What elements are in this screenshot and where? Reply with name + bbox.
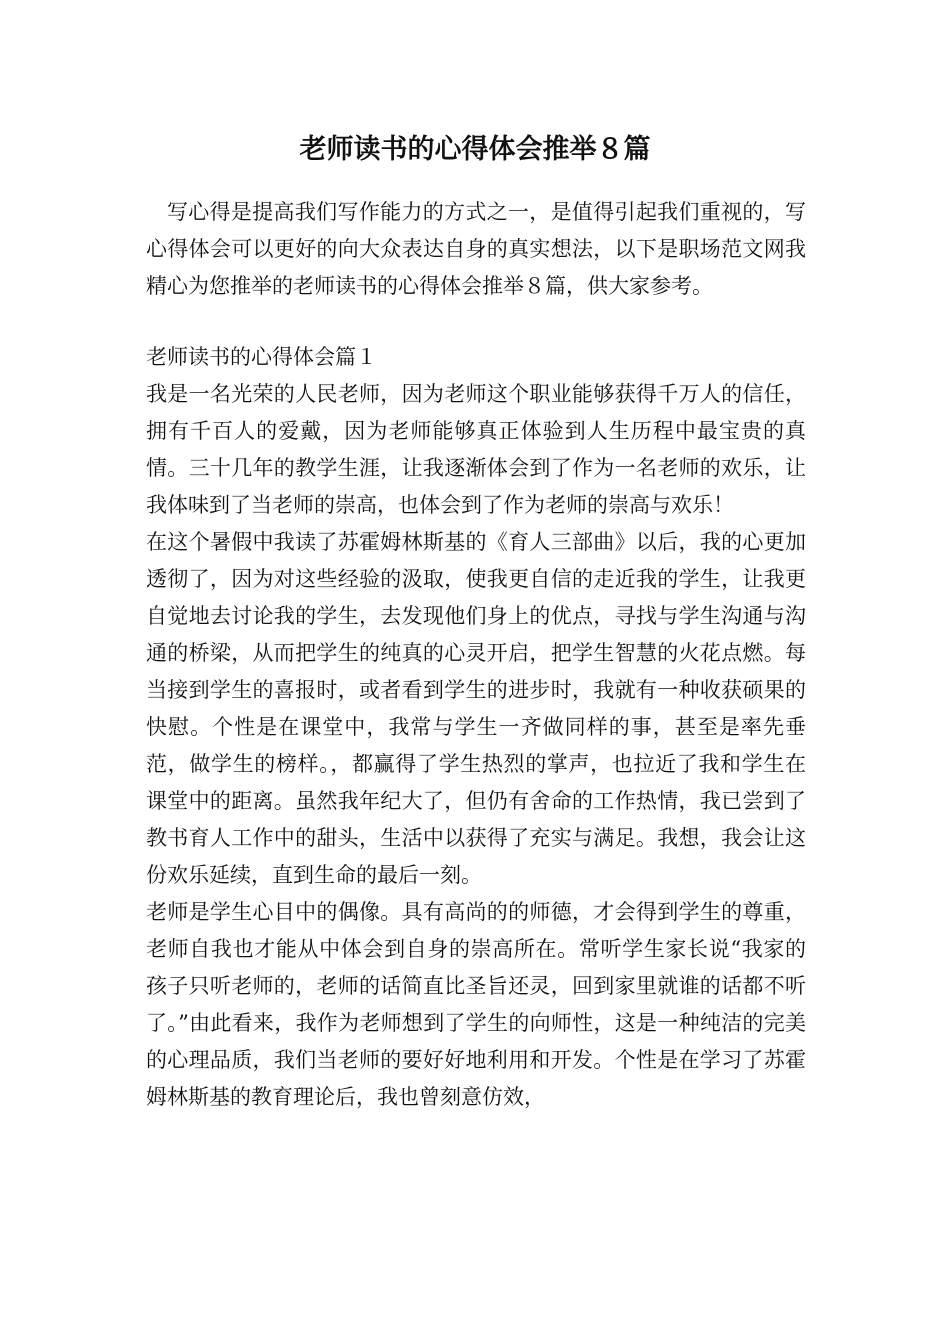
document-body [146, 376, 806, 1116]
intro-paragraph: 写心得是提高我们写作能力的方式之一，是值得引起我们重视的，写心得体会可以更好的向大众表达自身的真实想法，以下是职场范文网我精心为您推举的老师读书的心得体会推举８篇，供大家参考。 [146, 200, 806, 298]
document-title: 老师读书的心得体会推举８篇 [299, 134, 651, 165]
body-paragraph-1: 我是一名光荣的人民老师，因为老师这个职业能够获得千万人的信任，拥有千百人的爱戴，因为老师能够真正体验到人生历程中最宝贵的真情。三十几年的教学生涯，让我逐渐体会到了作为一名老师的欢乐，让我体味到了当老师的崇高，也体会到了作为老师的崇高与欢乐！ [146, 382, 806, 517]
body-paragraph-2: 在这个暑假中我读了苏霍姆林斯基的《育人三部曲》以后，我的心更加透彻了，因为对这些经验的汲取，使我更自信的走近我的学生，让我更自觉地去讨论我的学生，去发现他们身上的优点，寻找与学生沟通与沟通的桥梁，从而把学生的纯真的心灵开启，把学生智慧的火花点燃。每当接到学生的喜报时，或者看到学生的进步时，我就有一种收获硕果的快慰。个性是在课堂中，我常与学生一齐做同样的事，甚至是率先垂范，做学生的榜样。，都赢得了学生热烈的掌声，也拉近了我和学生在课堂中的距离。虽然我年纪大了，但仍有舍命的工作热情，我已尝到了教书育人工作中的甜头，生活中以获得了充实与满足。我想，我会让这份欢乐延续，直到生命的最后一刻。 [146, 530, 806, 887]
body-paragraph-3: 老师是学生心目中的偶像。具有高尚的的师德，才会得到学生的尊重，老师自我也才能从中体会到自身的崇高所在。常听学生家长说“我家的孩子只听老师的，老师的话简直比圣旨还灵，回到家里就谁的话都不听了。”由此看来，我作为老师想到了学生的向师性，这是一种纯洁的完美的心理品质，我们当老师的要好好地利用和开发。个性是在学习了苏霍姆林斯基的教育理论后，我也曾刻意仿效， [146, 900, 806, 1109]
section-heading: 老师读书的心得体会篇１ [146, 345, 377, 369]
